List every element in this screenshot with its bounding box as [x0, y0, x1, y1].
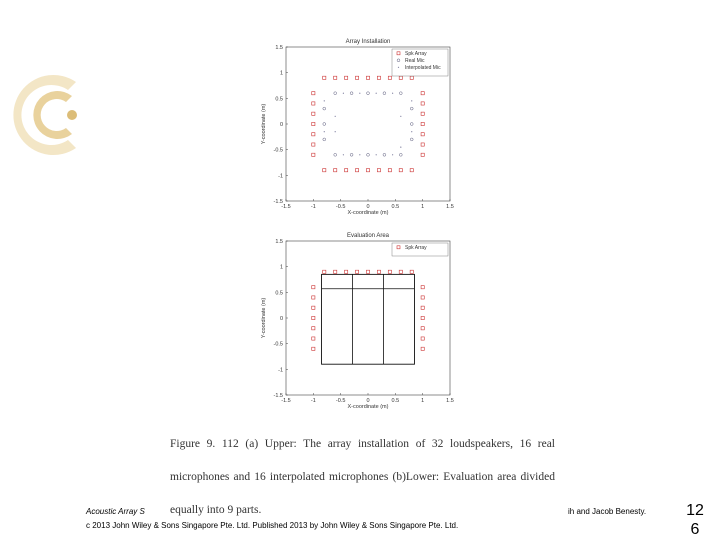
y-tick-label: 1.5 — [275, 239, 283, 245]
y-tick-label: -1 — [278, 173, 283, 180]
interpolated-mic-marker — [324, 100, 325, 101]
y-tick-label: -0.5 — [273, 147, 283, 154]
footer-authors: ih and Jacob Benesty. — [568, 507, 647, 516]
footer-copyright: c 2013 John Wiley & Sons Singapore Pte. Ltd. Published 2013 by John Wiley & Sons Singapore Pte. Ltd. — [86, 521, 459, 530]
x-tick-label: 1 — [421, 204, 425, 210]
array-installation-plot — [258, 35, 458, 216]
interpolated-mic-marker — [335, 131, 336, 132]
figure-caption: Figure 9. 112 (a) Upper: The array installation of 32 loudspeakers, 16 real microphones and 16 interpolated microphones (b)Lower: Evaluation area divided equally into 9 parts. — [170, 438, 555, 516]
interpolated-mic-marker — [376, 93, 377, 94]
x-tick-label: 0 — [366, 398, 370, 404]
x-tick-label: 0.5 — [391, 398, 400, 404]
legend-marker — [398, 67, 399, 68]
y-tick-label: 0.5 — [275, 96, 283, 103]
y-axis-label: Y-coordinate (m) — [261, 297, 267, 339]
x-tick-label: -1.5 — [281, 204, 291, 210]
x-tick-label: -0.5 — [335, 398, 346, 404]
interpolated-mic-marker — [392, 154, 393, 155]
legend-label: Spk Array — [405, 51, 427, 57]
y-tick-label: 1 — [279, 264, 283, 271]
x-tick-label: 1.5 — [446, 204, 454, 210]
interpolated-mic-marker — [324, 131, 325, 132]
x-tick-label: 0 — [366, 204, 370, 210]
chart-title: Evaluation Area — [346, 233, 390, 239]
logo-arc-outer — [13, 75, 76, 155]
footer-book-title: Acoustic Array S — [86, 507, 145, 516]
y-axis-label: Y-coordinate (m) — [261, 103, 267, 145]
interpolated-mic-marker — [411, 100, 412, 101]
x-tick-label: -1 — [310, 204, 316, 210]
interpolated-mic-marker — [343, 93, 344, 94]
y-tick-label: -1.5 — [273, 393, 283, 399]
interpolated-mic-marker — [343, 154, 344, 155]
x-axis-label: X-coordinate (m) — [347, 210, 389, 216]
page-number: 12 6 — [686, 502, 704, 538]
x-tick-label: 0.5 — [391, 204, 400, 210]
interpolated-mic-marker — [400, 147, 401, 148]
x-tick-label: -0.5 — [335, 204, 346, 210]
interpolated-mic-marker — [400, 116, 401, 117]
interpolated-mic-marker — [335, 116, 336, 117]
y-tick-label: 1 — [279, 70, 283, 77]
logo-arc-inner — [33, 91, 72, 139]
y-tick-label: -1.5 — [273, 199, 283, 205]
chart-title: Array Installation — [345, 39, 391, 45]
evaluation-area-plot — [258, 229, 458, 410]
x-axis-label: X-coordinate (m) — [347, 404, 389, 410]
y-tick-label: 0.5 — [275, 290, 283, 297]
legend-label: Real Mic — [405, 58, 425, 64]
interpolated-mic-marker — [392, 93, 393, 94]
logo-dot — [67, 110, 77, 120]
x-tick-label: 1.5 — [446, 398, 454, 404]
interpolated-mic-marker — [359, 154, 360, 155]
x-tick-label: 1 — [421, 398, 425, 404]
y-tick-label: 0 — [279, 122, 283, 128]
y-tick-label: 0 — [279, 316, 283, 322]
interpolated-mic-marker — [359, 93, 360, 94]
publisher-logo — [12, 70, 92, 160]
x-tick-label: -1 — [310, 398, 316, 404]
interpolated-mic-marker — [376, 154, 377, 155]
y-tick-label: 1.5 — [275, 45, 283, 51]
legend-label: Interpolated Mic — [405, 65, 441, 71]
legend-label: Spk Array — [405, 245, 427, 251]
plot-frame — [286, 241, 450, 395]
interpolated-mic-marker — [411, 131, 412, 132]
y-tick-label: -1 — [278, 367, 283, 374]
x-tick-label: -1.5 — [281, 398, 291, 404]
y-tick-label: -0.5 — [273, 341, 283, 348]
